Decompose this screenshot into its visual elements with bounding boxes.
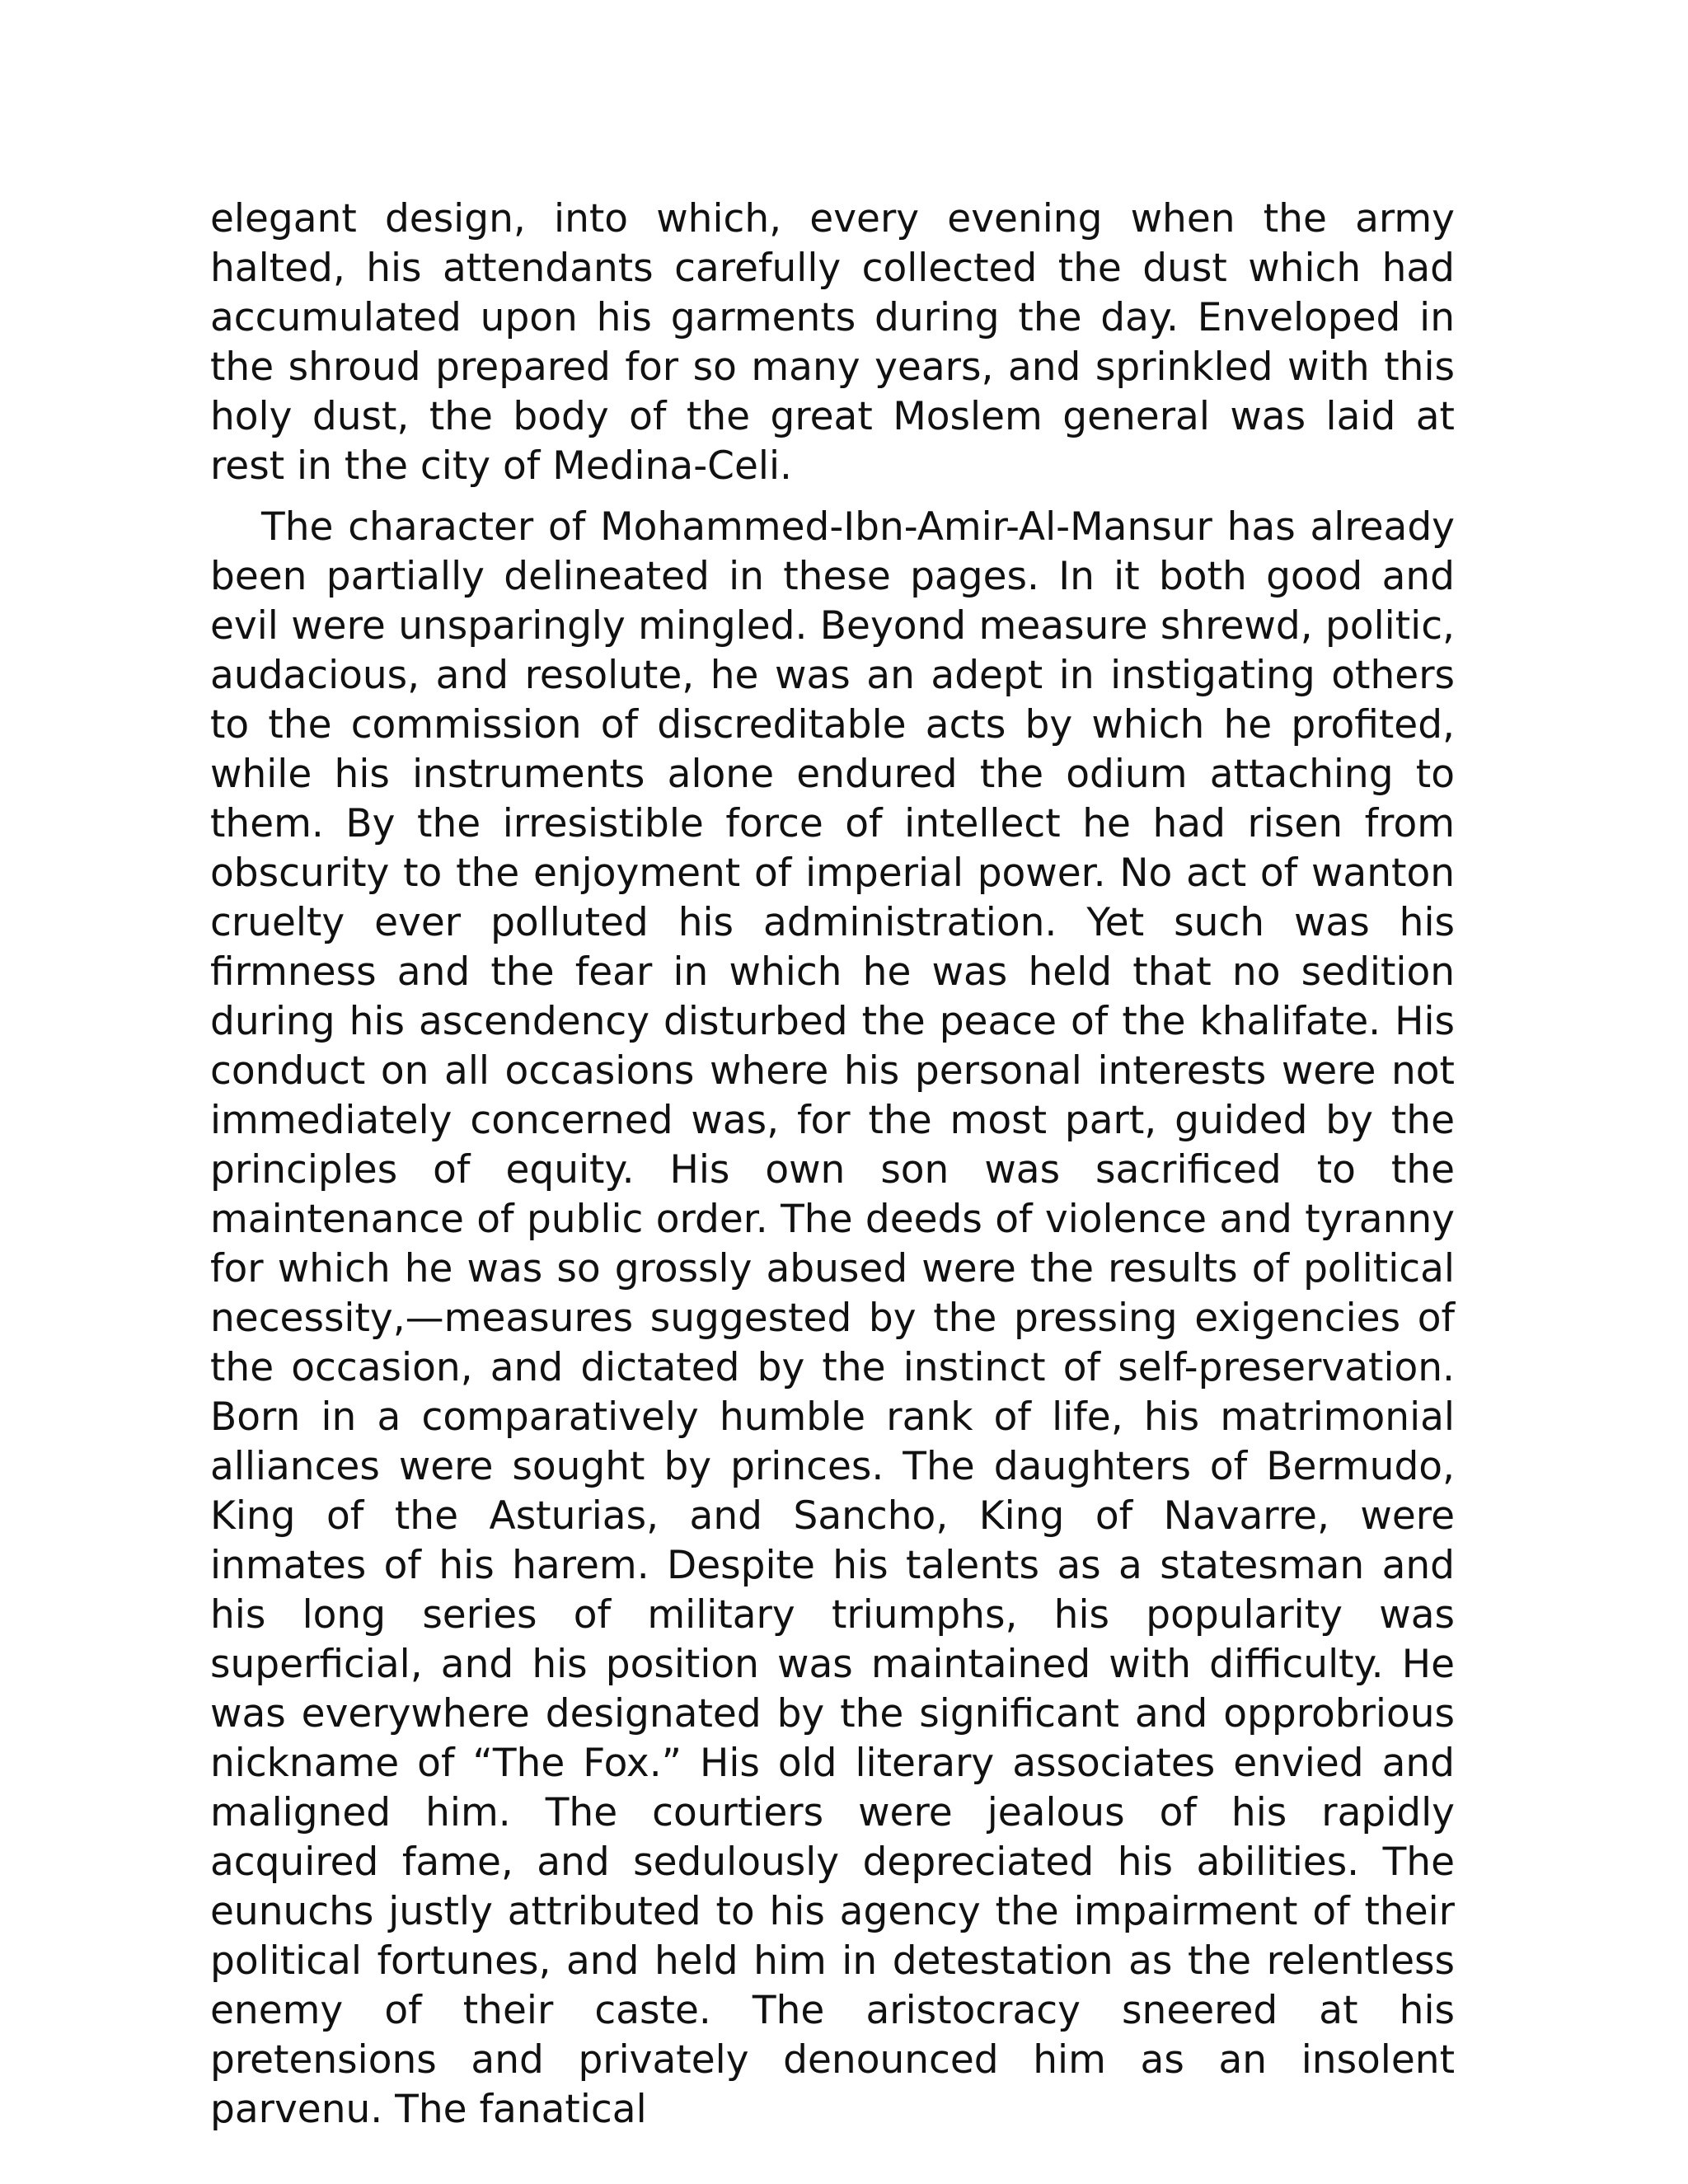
paragraph-1: elegant design, into which, every evening when the army halted, his attendants carefully collected the dust which had accumulated upon his garments during the day. Enveloped in the shroud prepared for so many years, and sprinkled with this holy dust, the body of the great Moslem general was laid at rest in the city of Medina-Celi. — [210, 196, 1455, 489]
paragraph-2: The character of Mohammed-Ibn-Amir-Al-Mansur has already been partially delineated in these pages. In it both good and evil were unsparingly mingled. Beyond measure shrewd, politic, audacious, and resolute, he was an adept in instigating others to the commission of discreditable acts by which he profited, while his instruments alone endured the odium attaching to them. By the irresistible force of intellect he had risen from obscurity to the enjoyment of imperial power. No act of wanton cruelty ever polluted his administration. Yet such was his firmness and the fear in which he was held that no sedition during his ascendency disturbed the peace of the khalifate. His conduct on all occasions where his personal interests were not immediately concerned was, for the most part, guided by the principles of equity. His own son was sacrificed to the maintenance of public order. The deeds of violence and tyranny for which he was so grossly abused were the results of political necessity,—measures suggested by the pressing exigencies of the occasion, and dictated by the instinct of self-preservation. Born in a comparatively humble rank of life, his matrimonial alliances were sought by princes. The daughters of Bermudo, King of the Asturias, and Sancho, King of Navarre, were inmates of his harem. Despite his talents as a statesman and his long series of military triumphs, his popularity was superficial, and his position was maintained with difficulty. He was everywhere designated by the significant and opprobrious nickname of “The Fox.” His old literary associates envied and maligned him. The courtiers were jealous of his rapidly acquired fame, and sedulously depreciated his abilities. The eunuchs justly attributed to his agency the impairment of their political fortunes, and held him in detestation as the relentless enemy of their caste. The aristocracy sneered at his pretensions and privately denounced him as an insolent parvenu. The fanatical — [210, 504, 1455, 2132]
document-page — [210, 194, 1455, 2135]
